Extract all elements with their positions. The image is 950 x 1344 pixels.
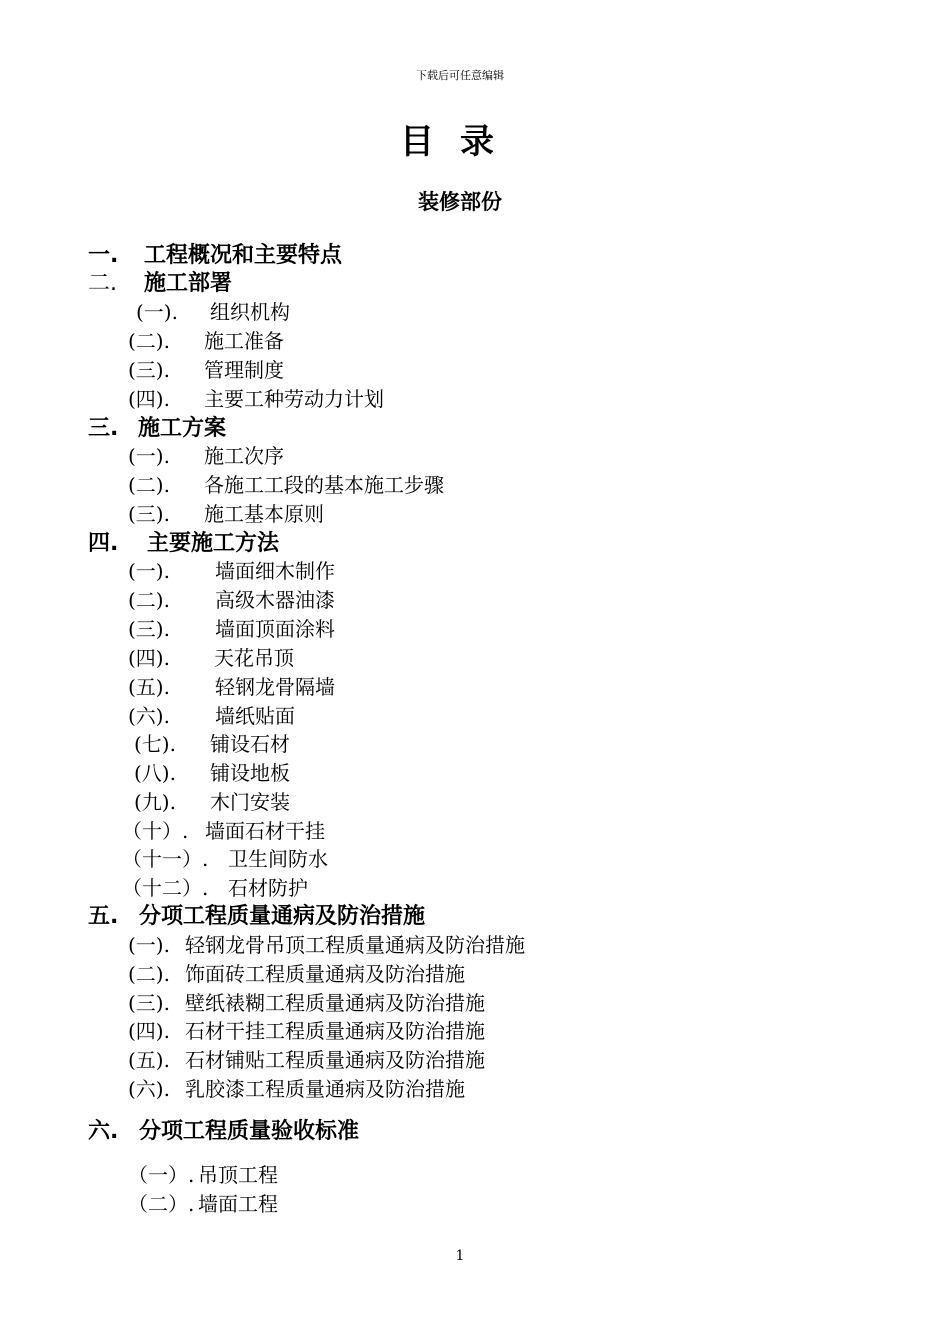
section-title: 工程概况和主要特点 (144, 243, 343, 268)
toc-item[interactable] (128, 1044, 485, 1073)
toc-item[interactable] (134, 728, 290, 757)
item-title: 组织机构 (210, 300, 290, 324)
item-title: 各施工工段的基本施工步骤 (204, 473, 444, 497)
item-number: (一). (128, 933, 170, 957)
item-number: (三). (128, 358, 170, 382)
section-number: 三. (88, 416, 119, 441)
toc-item[interactable] (122, 843, 328, 872)
toc-item[interactable] (128, 555, 335, 584)
item-title: 墙面石材干挂 (205, 819, 325, 843)
item-title: 高级木器油漆 (215, 588, 335, 612)
toc-item[interactable] (128, 642, 294, 671)
item-number: (五). (128, 1048, 170, 1072)
toc-item[interactable] (128, 671, 335, 700)
item-number: (一). (128, 559, 170, 583)
item-title: 施工次序 (204, 444, 284, 468)
item-number: (四). (128, 387, 170, 411)
item-title: 铺设石材 (210, 732, 290, 756)
item-title: 主要工种劳动力计划 (204, 387, 384, 411)
section-number: 一. (88, 243, 119, 268)
toc-item[interactable] (134, 786, 290, 815)
toc-item[interactable] (128, 987, 485, 1016)
item-title: 铺设地板 (210, 761, 290, 785)
item-number: （一）. (128, 1163, 195, 1187)
item-title: 施工准备 (204, 329, 284, 353)
section-title: 分项工程质量验收标准 (139, 1119, 360, 1144)
item-number: (七). (134, 732, 176, 756)
toc-item[interactable] (128, 469, 444, 498)
toc-item[interactable] (128, 1188, 278, 1217)
section-title: 施工方案 (138, 416, 227, 441)
toc-item[interactable] (128, 498, 324, 527)
toc-item[interactable] (122, 815, 325, 844)
item-number: (二). (128, 329, 170, 353)
toc-section-4[interactable] (88, 526, 279, 557)
toc-section-5[interactable] (88, 899, 425, 930)
item-number: (三). (128, 991, 170, 1015)
toc-section-3[interactable] (88, 411, 226, 442)
item-number: (一). (136, 300, 178, 324)
item-number: (八). (134, 761, 176, 785)
item-number: (二). (128, 588, 170, 612)
section-title: 主要施工方法 (147, 531, 280, 556)
page-number: 1 (455, 1248, 465, 1264)
item-number: (一). (128, 444, 170, 468)
item-number: (六). (128, 1077, 170, 1101)
item-title: 卫生间防水 (228, 847, 328, 871)
item-title: 石材防护 (228, 876, 308, 900)
item-title: 天花吊顶 (214, 646, 294, 670)
item-title: 轻钢龙骨隔墙 (215, 675, 335, 699)
item-title: 吊顶工程 (198, 1163, 278, 1187)
toc-item[interactable] (128, 325, 284, 354)
toc-item[interactable] (136, 296, 290, 325)
toc-item[interactable] (122, 872, 308, 901)
toc-item[interactable] (128, 383, 384, 412)
toc-item[interactable] (128, 1159, 278, 1188)
section-number: 六. (88, 1119, 119, 1144)
item-title: 墙纸贴面 (215, 704, 295, 728)
item-number: （十一）. (122, 847, 209, 871)
toc-item[interactable] (128, 354, 284, 383)
item-title: 木门安装 (210, 790, 290, 814)
item-title: 施工基本原则 (204, 502, 324, 526)
toc-item[interactable] (128, 440, 284, 469)
item-title: 石材干挂工程质量通病及防治措施 (185, 1019, 485, 1043)
document-title: 目录 (400, 122, 520, 162)
item-title: 轻钢龙骨吊顶工程质量通病及防治措施 (185, 933, 525, 957)
item-number: （十）. (122, 819, 189, 843)
toc-item[interactable] (128, 1073, 465, 1102)
item-number: (三). (128, 617, 170, 641)
section-title: 分项工程质量通病及防治措施 (139, 904, 426, 929)
toc-item[interactable] (128, 1015, 485, 1044)
item-number: (四). (128, 1019, 170, 1043)
item-number: （十二）. (122, 876, 209, 900)
document-subtitle: 装修部份 (418, 190, 502, 214)
toc-item[interactable] (134, 757, 290, 786)
section-number: 四. (88, 531, 119, 556)
toc-section-2[interactable] (88, 266, 232, 297)
item-number: (二). (128, 962, 170, 986)
toc-item[interactable] (128, 584, 335, 613)
section-title: 施工部署 (144, 271, 233, 296)
item-title: 管理制度 (204, 358, 284, 382)
item-number: (五). (128, 675, 170, 699)
toc-item[interactable] (128, 700, 295, 729)
toc-item[interactable] (128, 958, 465, 987)
item-number: (九). (134, 790, 176, 814)
toc-item[interactable] (128, 929, 525, 958)
section-number: 五. (88, 904, 119, 929)
item-title: 石材铺贴工程质量通病及防治措施 (185, 1048, 485, 1072)
item-title: 墙面工程 (198, 1192, 278, 1216)
item-title: 壁纸裱糊工程质量通病及防治措施 (185, 991, 485, 1015)
item-title: 墙面顶面涂料 (215, 617, 335, 641)
item-title: 乳胶漆工程质量通病及防治措施 (185, 1077, 465, 1101)
item-title: 饰面砖工程质量通病及防治措施 (185, 962, 465, 986)
section-number: 二. (88, 271, 117, 296)
toc-item[interactable] (128, 613, 335, 642)
item-number: (四). (128, 646, 170, 670)
item-number: （二）. (128, 1192, 195, 1216)
toc-section-1[interactable] (88, 238, 342, 269)
item-number: (三). (128, 502, 170, 526)
toc-section-6[interactable] (88, 1114, 359, 1145)
item-number: (六). (128, 704, 170, 728)
page-header: 下载后可任意编辑 (416, 69, 504, 82)
item-number: (二). (128, 473, 170, 497)
item-title: 墙面细木制作 (215, 559, 335, 583)
